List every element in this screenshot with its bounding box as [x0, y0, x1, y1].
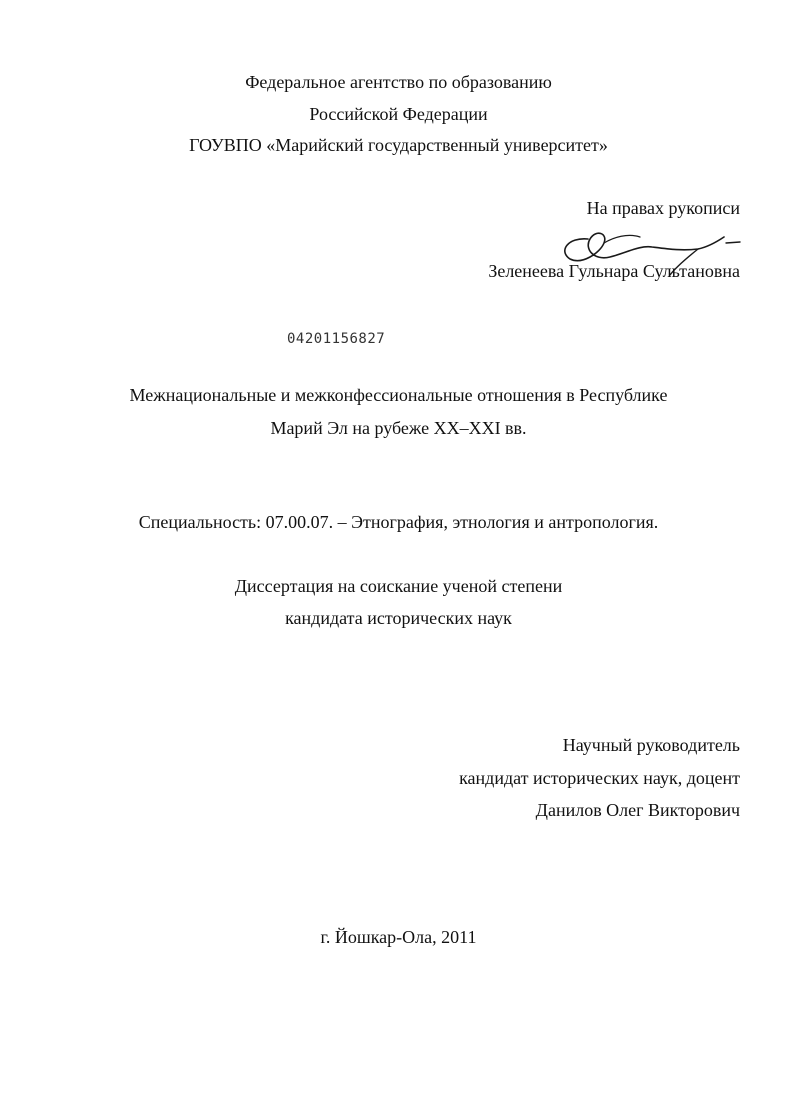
supervisor-role: Научный руководитель: [562, 735, 740, 755]
federation-name: Российской Федерации: [309, 104, 488, 124]
agency-name: Федеральное агентство по образованию: [245, 72, 552, 92]
city-year: г. Йошкар-Ола, 2011: [320, 927, 477, 947]
supervisor-degree: кандидат исторических наук, доцент: [459, 768, 740, 788]
supervisor-name: Данилов Олег Викторович: [535, 800, 740, 820]
dissertation-title-line1: Межнациональные и межконфессиональные отношения в Республике: [129, 385, 668, 405]
university-name: ГОУВПО «Марийский государственный университет»: [189, 135, 608, 155]
author-name: Зеленеева Гульнара Сультановна: [488, 261, 740, 281]
degree-statement-line1: Диссертация на соискание ученой степени: [234, 576, 563, 596]
degree-statement-line2: кандидата исторических наук: [285, 608, 512, 628]
specialty: Специальность: 07.00.07. – Этнография, этнология и антропология.: [138, 512, 659, 532]
manuscript-rights-label: На правах рукописи: [586, 198, 740, 218]
dissertation-title-line2: Марий Эл на рубеже XX–XXI вв.: [270, 418, 527, 438]
catalog-number-stamp: 04201156827: [287, 331, 386, 347]
